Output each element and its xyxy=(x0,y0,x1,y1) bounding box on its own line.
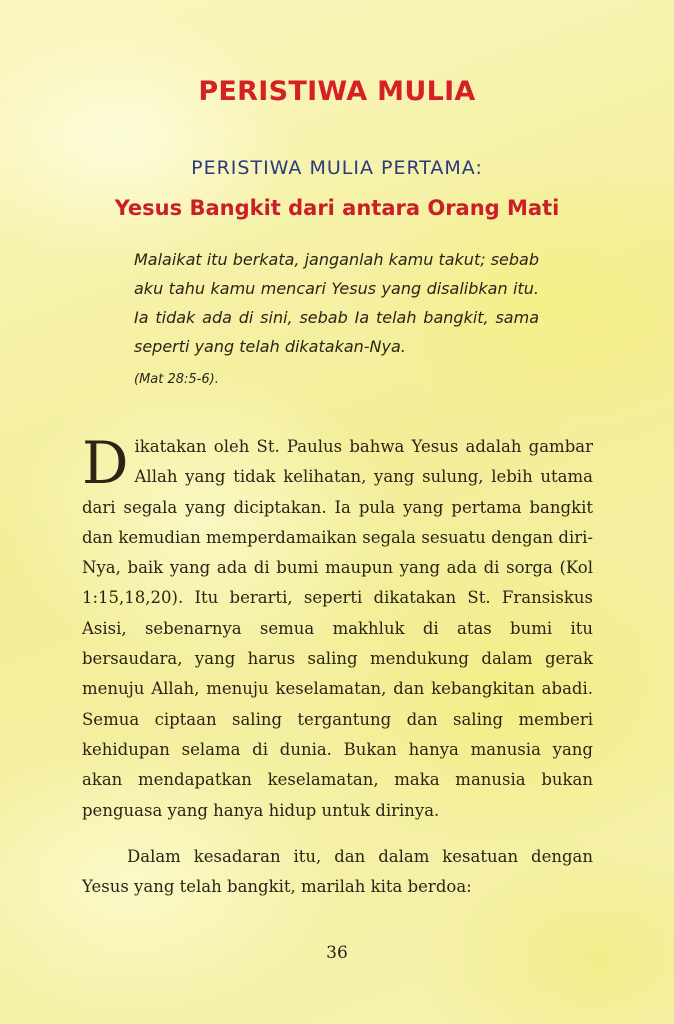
paragraph-2: Dalam kesadaran itu, dan dalam kesatuan dengan Yesus yang telah bangkit, marilah kita berdoa: xyxy=(82,847,593,897)
section-heading: PERISTIWA MULIA PERTAMA: xyxy=(191,157,483,179)
mystery-title: Yesus Bangkit dari antara Orang Mati xyxy=(114,196,560,220)
quote-reference: (Mat 28:5-6). xyxy=(134,372,219,387)
paragraph-1-text: ikatakan oleh St. Paulus bahwa Yesus adalah gambar Allah yang tidak kelihatan, yang sulung, lebih utama dari segala yang diciptakan. Ia pula yang pertama bangkit dan kemudian memperdamaikan segala sesuatu dengan diri-Nya, baik yang ada di bumi maupun yang ada di sorga (Kol 1:15,18,20). Itu berarti, seperti dikatakan St. Fransiskus Asisi, sebenarnya semua makhluk di atas bumi itu bersaudara, yang harus saling mendukung dalam gerak menuju Allah, menuju keselamatan, dan kebangkitan abadi. Semua ciptaan saling tergantung dan saling memberi kehidupan selama di dunia. Bukan hanya manusia yang akan mendapatkan keselamatan, maka manusia bukan penguasa yang hanya hidup untuk dirinya. xyxy=(82,437,593,820)
scripture-quote: Malaikat itu berkata, janganlah kamu takut; sebab aku tahu kamu mencari Yesus yang disalibkan itu. Ia tidak ada di sini, sebab Ia telah bangkit, sama seperti yang telah dikatakan-Nya. xyxy=(134,250,539,356)
page-number: 36 xyxy=(326,943,348,963)
paragraph-1 xyxy=(82,429,593,826)
page-title: PERISTIWA MULIA xyxy=(198,76,476,107)
drop-cap: D xyxy=(82,429,129,497)
